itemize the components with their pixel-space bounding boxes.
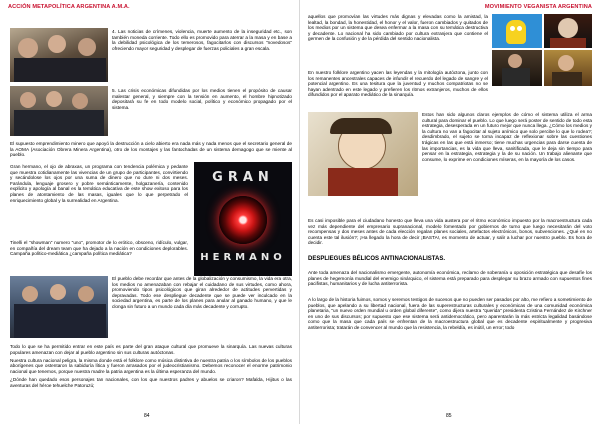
gran-label: GRAN (212, 170, 274, 185)
photo-tinelli (10, 276, 108, 338)
paragraph-gran-hermano: Gran hermano, el ojo de abraxas, un programa con tendencia polémica y pedante que muestra cotidianamente las vivencias de un grupo de participantes, convirtiendo y secándolose los ojos por una suma de dinero que no dure ni dos meses. Farándula, lenguaje grosero y pobre semánticamente, holgazanería, contenido explícito y apología al banal es la temática educativa de este show exitoso para los planes de atontamiento de las masas, iguales que lo que perpetrado el enriquecimiento global y la surrealidad en Argentina. (10, 164, 188, 203)
paragraph-imposible: Es casi imposible para el ciudadano honesto que lleva una vida austera por el ritmo económico impuesto por la macroestructura cada vez más dependiente del empresario supranacional, modelo fomentado por gobiernos de turno que luego necesitarán del voto recompensas y dos meses antes de cada elección regalan planes sociales, artefactos electrónicos, bonos, subvenciones. ¿Qué en no cuenta este tal ilusión?; ¡Ha llegado la hora de decir ¡BASTA!, es momento de actuar, y salir a luchar por nuestro pueblo. Es hora de decidir. (308, 218, 592, 246)
photo-simpsons (492, 14, 542, 48)
paragraph-mineria: El supuesto emprendimiento minero que apoyó la destrucción a cielo abierto era nada más y nada menos que el secretario general de la AOMA (Asociación Obrera Minera Argentina), otro de los montajes y las fantochadas de un sistema demagogo que se miente al pueblo. (10, 141, 292, 158)
photo-officials (10, 28, 108, 82)
photo-folklore (544, 50, 592, 86)
paragraph-ante: Ante toda amenaza del nacionalismo emergente, autonomía económica, reclamo de soberanía u oposición estratégica que desafíe los planes de hegemonía mundial del enemigo sinárquico, el sistema está preparado para desplegar su brazo armado con supuestos fines pacifistas, humanitarios y de lucha antiterrorista. (308, 270, 592, 287)
right-header: MOVIMIENTO VEGANISTA ARGENTINA (484, 4, 592, 10)
left-header: ACCIÓN METAPOLÍTICA ARGENTINA A.M.A. (8, 4, 130, 10)
section-title: DESPLIEGUES BÉLICOS ANTINACIONALISTAS. (308, 256, 446, 262)
photo-rock (544, 14, 592, 48)
page-number-right: 85 (446, 413, 452, 419)
photo-tango (492, 50, 542, 86)
paragraph-folklore: En nuestro folklore argentino yacen las leyendas y la mitología autóctona, junto con los remanentes ancestrales capaces de infundir el recuerdo del legado de sangre y el potencial argentino. Es una tesitura que la juventud y muchos compatriotas no se hayan adentrado en este legado y prefieren los ritmos extranjeros, muchos de ellos difundidos por el aparato mediático de la sinarquía. (308, 70, 488, 98)
photo-caricature (308, 112, 418, 196)
paragraph-virtudes: aquellos que promovían las virtudes más dignas y elevadas como la amistad, la lealtad, la bondad, la honestidad, el honor y el valor, fueron cambiados y quitados de los medios por un sistema que desea enfermar a la masa con su temática destructiva y decadente. Lo nacional ha sido cambiado por cultura extranjera que contiene el germen de la confusión y de la pérdida del sentido nacionalista. (308, 14, 488, 42)
paragraph-4: 4. Las noticias de crímenes, violencia, muerte aumento de la inseguridad etc., son también moneda corriente. Todo ello es promovido para aterrar a la masa y en base a la debilidad psicológica de los temerosos, fagocitarlos con discursos "novedosos" ofreciendo mayor seguridad y desplegar de fuerzas policiales a gran escala. (112, 29, 292, 51)
paragraph-ejemplos: Estos han sido algunos claros ejemplos de cómo el sistema utiliza el arma cultural para dominar el pueblo. Lo que luego será poster de sentido de todo esta estrategia, desesperada en un futuro mejor que nunca llega. ¿Cómo los medios y la cultura no van a fagocitar al sujeto anímico que solo percibe lo que lo rodea?; desdimbrado, el sujeto se torna incapaz de reflexionar sobre las cuestiones trágicas en las que está inmerso; tiene muchas urgencias para darse cuenta de las importancias, es la vida que lleva, sanitificada, que le deja sin tiempo para pensar en la estrategia, estrategia y la de su nación. Un trabajo alienante que consume, lo exprime en condiciones míseras, en la mayoría de los casos. (422, 112, 592, 162)
paragraph-tinelli: Tinelli el "showman" numero "uno", promotor de lo erótico, obsceno, ridículo, vulgar, en compañía del dream team que ha dejado a la nación en condiciones deplorables. Campaña político-mediática ¿campaña política mediática? (10, 240, 188, 257)
hermano-label: HERMANO (200, 252, 286, 263)
gran-hermano-logo (194, 162, 292, 276)
eye-icon (219, 196, 267, 244)
paragraph-cultura: Todo lo que se ha permitido entrar en este país es parte del gran ataque cultural que promueve la sinarquía. Las nuevas culturas populares amenazan con dejar al pueblo argentino sin sus culturas autóctonas. Nuestra cultura nacional peligra, la misma donde está el folklore como música distintiva de nuestra patria o los símbolos de los pueblos aborígenes que ostentaron la sabiduría lítica y fueron arrasados por el judeocristianismo. Debemos reconocer el enorme patrimonio nacional que tenemos, porque nuestra madre la patria argentina es la última esperanza del mundo. ¿Dónde han quedado esos personajes tan nacionales, con los que nuestros padres y abuelos se criaron? Mafalda, Hijitus o las aventuras del héroe tehuelche Patoruzú; (10, 344, 292, 388)
paragraph-pueblo: El pueblo debe recordar que antes de la globalización y consumismo, la vida era otra, los medios no amenazaban con rebajar el cuidadano de sus virtudes, como ahora, promoviendo tipos psicológicos que giran alrededor de actitudes pervertidas y depravadas. Todo ese despliegue decadente que se puede ver inculcado en la sociedad argentina, es parte de los planes para anular al ganado humano, y que le clonga sin futuro a un mundo cada día más decadente y corrupto. (112, 276, 292, 309)
photo-officials-2 (10, 86, 108, 136)
right-page (300, 0, 600, 424)
paragraph-5: 5. Las crisis económicas difundidas por los medios tienen el propósito de causar malestar general, y siempre con la tensión en aumento, el hombre hipnotizado depositará su fe en todo modelo social, político y económico propagado por el sistema. (112, 88, 292, 110)
paragraph-historia: A lo largo de la historia fuimos, somos y seremos testigos de sucesos que no pueden ser pasados por alto, me refiero a sometimiento de pueblos, que apelando a su libertad nacional, fuera de las superestructuras culturales y económicas de una comunidad económica planetaria, "un nuevo orden mundial u orden global diferente", como dijera nuestra "querida" presidenta Cristina Fernández de Kirchner en uno de sus discursos; por supuesto que ese sistema será antidemocrático, pero aparentarán la más estricta legalidad basándose como que la masa que cada país se enfrentan de la macroestructura global que es decadente espiritualmente y progresiva antiterrorista; tratarán de convencer al mundo que la resistencia, la rebeldía, es inútil, un error; todo (308, 297, 592, 330)
page-number-left: 84 (144, 413, 150, 419)
